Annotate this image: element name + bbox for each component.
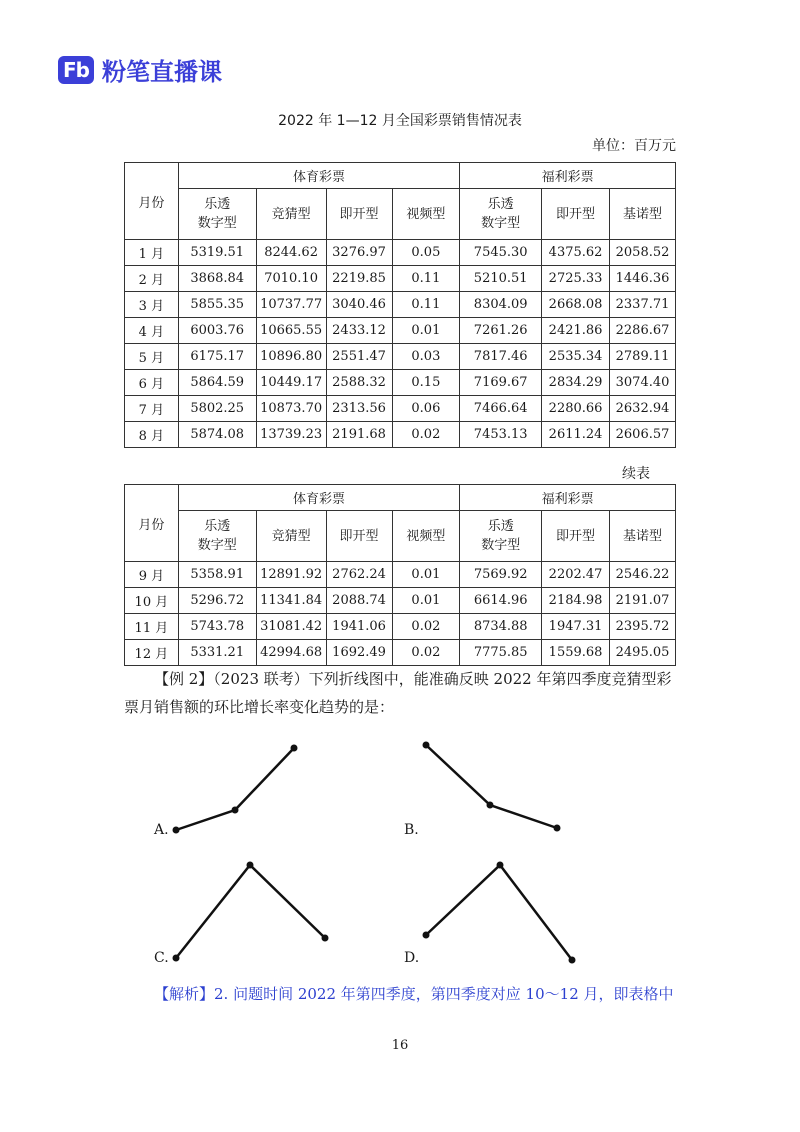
value-cell: 0.06	[392, 396, 460, 422]
header-sports-col: 乐透 数字型	[178, 189, 256, 240]
value-cell: 0.01	[392, 588, 460, 614]
month-cell: 9 月	[125, 562, 179, 588]
value-cell: 2337.71	[610, 292, 676, 318]
value-cell: 2762.24	[326, 562, 392, 588]
value-cell: 7453.13	[460, 422, 542, 448]
month-cell: 6 月	[125, 370, 179, 396]
value-cell: 2495.05	[610, 640, 676, 666]
value-cell: 5743.78	[178, 614, 256, 640]
value-cell: 0.02	[392, 614, 460, 640]
value-cell: 3040.46	[326, 292, 392, 318]
value-cell: 0.01	[392, 318, 460, 344]
option-b-chart[interactable]	[423, 742, 561, 832]
value-cell: 6175.17	[178, 344, 256, 370]
value-cell: 5296.72	[178, 588, 256, 614]
header-welfare-col: 基诺型	[610, 189, 676, 240]
value-cell: 10873.70	[256, 396, 326, 422]
value-cell: 1559.68	[542, 640, 610, 666]
header-month: 月份	[125, 163, 179, 240]
value-cell: 10665.55	[256, 318, 326, 344]
value-cell: 4375.62	[542, 240, 610, 266]
month-cell: 8 月	[125, 422, 179, 448]
header-sports: 体育彩票	[178, 163, 460, 189]
value-cell: 2606.57	[610, 422, 676, 448]
page-number: 16	[391, 1038, 409, 1053]
option-c-label[interactable]: C.	[154, 950, 169, 966]
header-welfare: 福利彩票	[460, 485, 676, 511]
value-cell: 3074.40	[610, 370, 676, 396]
value-cell: 2546.22	[610, 562, 676, 588]
value-cell: 31081.42	[256, 614, 326, 640]
month-cell: 5 月	[125, 344, 179, 370]
value-cell: 3276.97	[326, 240, 392, 266]
value-cell: 0.05	[392, 240, 460, 266]
analysis-text: 【解析】2. 问题时间 2022 年第四季度，第四季度对应 10～12 月，即表格中	[154, 985, 674, 1003]
value-cell: 6003.76	[178, 318, 256, 344]
continued-label: 续表	[622, 466, 650, 482]
month-cell: 3 月	[125, 292, 179, 318]
value-cell: 5331.21	[178, 640, 256, 666]
value-cell: 7466.64	[460, 396, 542, 422]
brand-name: 粉笔直播课	[102, 58, 222, 86]
option-c-chart[interactable]	[173, 862, 329, 962]
header-sports-col: 竞猜型	[256, 189, 326, 240]
header-sports-col: 竞猜型	[256, 511, 326, 562]
option-a-label[interactable]: A.	[154, 822, 169, 838]
option-a-chart[interactable]	[173, 745, 298, 834]
value-cell: 0.15	[392, 370, 460, 396]
value-cell: 1941.06	[326, 614, 392, 640]
value-cell: 2219.85	[326, 266, 392, 292]
value-cell: 2725.33	[542, 266, 610, 292]
value-cell: 1446.36	[610, 266, 676, 292]
month-cell: 10 月	[125, 588, 179, 614]
value-cell: 0.02	[392, 640, 460, 666]
value-cell: 7775.85	[460, 640, 542, 666]
month-cell: 2 月	[125, 266, 179, 292]
value-cell: 0.01	[392, 562, 460, 588]
option-b-label[interactable]: B.	[404, 822, 419, 838]
value-cell: 8304.09	[460, 292, 542, 318]
month-cell: 12 月	[125, 640, 179, 666]
table-title: 2022 年 1—12 月全国彩票销售情况表	[278, 113, 522, 129]
value-cell: 7261.26	[460, 318, 542, 344]
value-cell: 5358.91	[178, 562, 256, 588]
header-sports-col: 即开型	[326, 189, 392, 240]
value-cell: 2632.94	[610, 396, 676, 422]
unit-label: 单位：百万元	[592, 138, 676, 154]
month-cell: 7 月	[125, 396, 179, 422]
header-welfare: 福利彩票	[460, 163, 676, 189]
value-cell: 11341.84	[256, 588, 326, 614]
value-cell: 7817.46	[460, 344, 542, 370]
value-cell: 0.03	[392, 344, 460, 370]
header-sports-col: 视频型	[392, 189, 460, 240]
value-cell: 0.11	[392, 266, 460, 292]
option-d-chart[interactable]	[423, 862, 576, 964]
value-cell: 2191.68	[326, 422, 392, 448]
header-sports-col: 视频型	[392, 511, 460, 562]
question-line-1: 【例 2】（2023 联考）下列折线图中，能准确反映 2022 年第四季度竞猜型彩	[154, 670, 672, 688]
value-cell: 2668.08	[542, 292, 610, 318]
value-cell: 2184.98	[542, 588, 610, 614]
value-cell: 7169.67	[460, 370, 542, 396]
value-cell: 2421.86	[542, 318, 610, 344]
value-cell: 7569.92	[460, 562, 542, 588]
question-line-2: 票月销售额的环比增长率变化趋势的是：	[124, 698, 395, 716]
header-sports-col: 乐透 数字型	[178, 511, 256, 562]
value-cell: 2286.67	[610, 318, 676, 344]
value-cell: 2395.72	[610, 614, 676, 640]
value-cell: 12891.92	[256, 562, 326, 588]
header-welfare-col: 乐透 数字型	[460, 189, 542, 240]
value-cell: 5210.51	[460, 266, 542, 292]
value-cell: 10896.80	[256, 344, 326, 370]
value-cell: 0.11	[392, 292, 460, 318]
value-cell: 13739.23	[256, 422, 326, 448]
value-cell: 10737.77	[256, 292, 326, 318]
month-cell: 4 月	[125, 318, 179, 344]
value-cell: 2058.52	[610, 240, 676, 266]
value-cell: 2834.29	[542, 370, 610, 396]
header-welfare-col: 基诺型	[610, 511, 676, 562]
value-cell: 2202.47	[542, 562, 610, 588]
value-cell: 5855.35	[178, 292, 256, 318]
value-cell: 8244.62	[256, 240, 326, 266]
value-cell: 2789.11	[610, 344, 676, 370]
header-welfare-col: 即开型	[542, 511, 610, 562]
value-cell: 5802.25	[178, 396, 256, 422]
header-welfare-col: 即开型	[542, 189, 610, 240]
value-cell: 42994.68	[256, 640, 326, 666]
value-cell: 0.02	[392, 422, 460, 448]
month-cell: 1 月	[125, 240, 179, 266]
value-cell: 7545.30	[460, 240, 542, 266]
value-cell: 2588.32	[326, 370, 392, 396]
value-cell: 1692.49	[326, 640, 392, 666]
header-month: 月份	[125, 485, 179, 562]
value-cell: 2551.47	[326, 344, 392, 370]
header-sports: 体育彩票	[178, 485, 460, 511]
value-cell: 10449.17	[256, 370, 326, 396]
value-cell: 5864.59	[178, 370, 256, 396]
value-cell: 3868.84	[178, 266, 256, 292]
value-cell: 5319.51	[178, 240, 256, 266]
value-cell: 6614.96	[460, 588, 542, 614]
header-welfare-col: 乐透 数字型	[460, 511, 542, 562]
header-sports-col: 即开型	[326, 511, 392, 562]
value-cell: 2088.74	[326, 588, 392, 614]
value-cell: 2611.24	[542, 422, 610, 448]
value-cell: 2535.34	[542, 344, 610, 370]
option-d-label[interactable]: D.	[404, 950, 420, 966]
month-cell: 11 月	[125, 614, 179, 640]
value-cell: 2280.66	[542, 396, 610, 422]
value-cell: 2191.07	[610, 588, 676, 614]
logo-mark: Fb	[58, 56, 94, 84]
value-cell: 2313.56	[326, 396, 392, 422]
value-cell: 2433.12	[326, 318, 392, 344]
value-cell: 1947.31	[542, 614, 610, 640]
value-cell: 7010.10	[256, 266, 326, 292]
value-cell: 8734.88	[460, 614, 542, 640]
value-cell: 5874.08	[178, 422, 256, 448]
